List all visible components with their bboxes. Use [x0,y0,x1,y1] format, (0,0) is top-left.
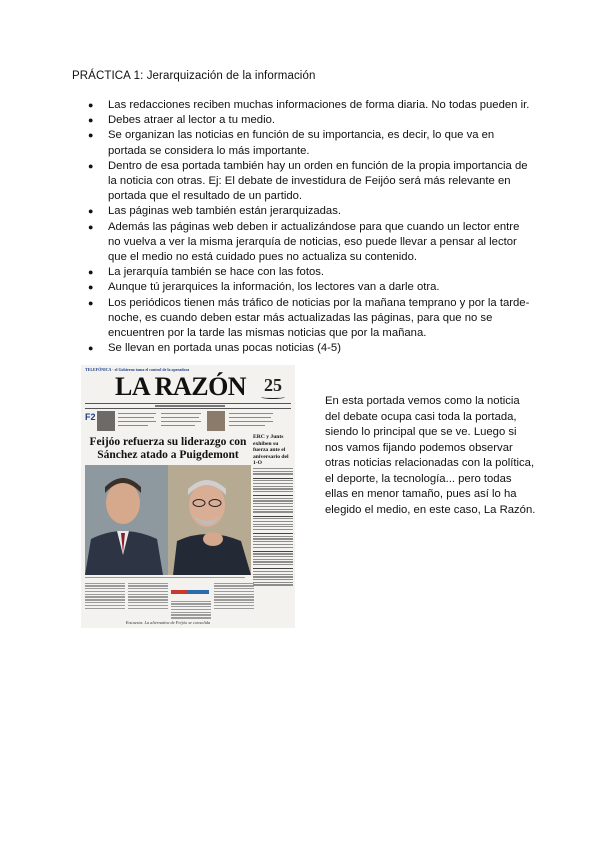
side-headline: ERC y Junts exhiben su fuerza ante el aniversario del 1-O [253,434,289,466]
bullet-icon: ● [88,160,94,171]
newspaper-dateline [85,403,291,409]
newspaper-masthead: LA RAZÓN [115,372,247,401]
anniversary-logo: 25 [259,374,287,400]
newspaper-sidebar [253,434,293,626]
bullet-item [84,98,534,113]
bullet-item [84,296,534,342]
bullet-icon: ● [88,282,94,293]
page-title: PRÁCTICA 1: Jerarquización de la información [72,70,316,82]
teaser-photo [97,411,115,431]
bullet-icon: ● [88,115,94,126]
bullet-icon: ● [88,130,94,141]
bullet-item [84,341,534,356]
teaser-number: F2 [85,412,96,422]
teaser-photo [207,411,225,431]
bullet-text: Debes atraer al lector a tu medio. [108,114,276,127]
bullet-text: Además las páginas web deben ir actualizándose para que cuando un lector entre no vuelva a ver la misma jerarquía de noticias, eso puede llevar a pensar al lector que el medio no está cuidado pues no actualiza su contenido. [108,220,520,264]
bullet-item [84,159,534,205]
bullet-icon: ● [88,297,94,308]
bullet-item [84,280,534,295]
bullet-item [84,128,534,158]
bullet-text: Los periódicos tienen más tráfico de noticias por la mañana temprano y por la tarde-noche, es cuando deben estar más actualizadas las páginas, para que no se encuentren por la tarde las mismas noticias que por la mañana. [108,296,530,340]
bullet-icon: ● [88,267,94,278]
politicians-photo [85,465,251,575]
bullet-icon: ● [88,100,94,110]
bullet-icon: ● [88,206,94,217]
bullet-text: Las redacciones reciben muchas informaciones de forma diaria. No todas pueden ir. [108,99,530,111]
bullet-list [84,98,534,356]
bullet-item [84,204,534,219]
bullet-item [84,220,534,266]
bullet-text: Dentro de esa portada también hay un orden en función de la propia importancia de la noticia con otras. Ej: El debate de investidura de Feijóo será más relevante en portada que el resultado de un partido. [108,159,528,203]
newspaper-column [214,581,254,619]
newspaper-column [85,581,125,619]
newspaper-headline: Feijóo refuerza su liderazgo con Sánchez atado a Puigdemont [89,436,247,461]
bullet-text: Se llevan en portada unas pocas noticias (4-5) [108,342,341,355]
bullet-icon: ● [88,343,94,354]
commentary-paragraph: En esta portada vemos como la noticia del debate ocupa casi toda la portada, siendo lo principal que se ve. Luego si nos vamos fijando podemos observar otras noticias relacionadas con la política, el deporte, la tecnología... pero todas ellas en menor tamaño, pues así lo ha elegido el medio, en este caso, La Razón. [325,395,536,516]
bullet-text: Se organizan las noticias en función de su importancia, es decir, lo que va en portada se considera lo más importante. [108,129,495,157]
bullet-text: Aunque tú jerarquices la información, los lectores van a darle otra. [108,281,440,294]
bullet-text: Las páginas web también están jerarquizadas. [108,205,341,218]
bullet-text: La jerarquía también se hace con las fotos. [108,266,325,279]
bullet-item [84,113,534,128]
newspaper-chart-column [171,581,211,619]
bullet-item [84,265,534,280]
newspaper-main-photo [85,465,251,575]
newspaper-footer: Encuesta: La alternativa de Feijóo se consolida [125,620,211,625]
newspaper-teasers [85,410,291,433]
newspaper-top-strip-text: TELEFÓNICA · el Gobierno toma el control de la operadora [85,367,190,372]
newspaper-column [128,581,168,619]
newspaper-front-page-image [81,365,295,628]
bullet-icon: ● [88,221,94,232]
